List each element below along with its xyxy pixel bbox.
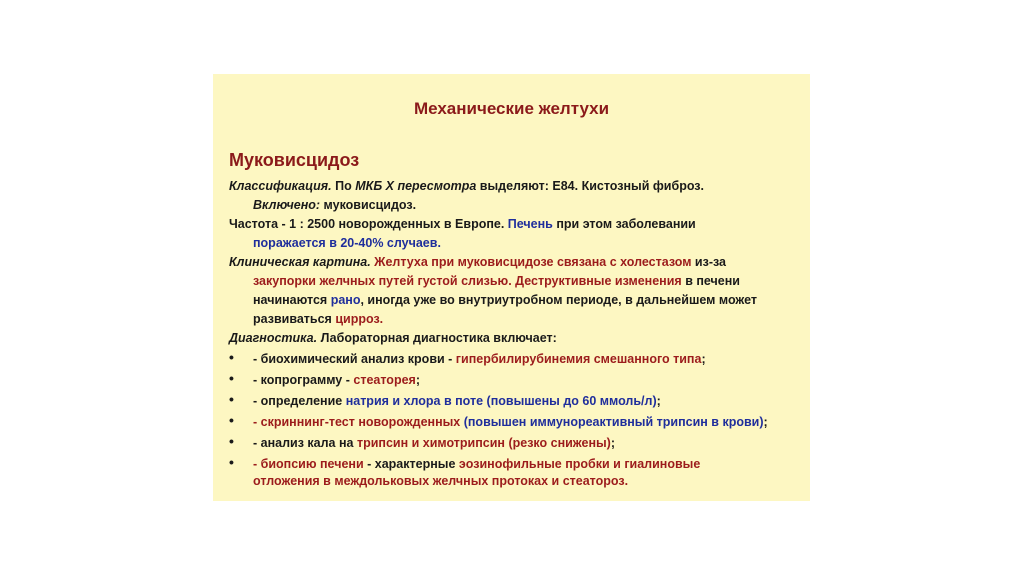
bullet-icon: • bbox=[229, 454, 234, 470]
clinical-line2 bbox=[229, 273, 799, 290]
classification-text2: выделяют: Е84. Кистозный фиброз. bbox=[476, 179, 704, 193]
clinical-text2: в печени bbox=[681, 274, 740, 288]
clinical-red1: Желтуха при муковисцидозе связана с холестазом bbox=[370, 255, 692, 269]
clinical-text1: из-за bbox=[691, 255, 726, 269]
clinical-cirrhosis: цирроз. bbox=[335, 312, 384, 326]
list-item bbox=[229, 456, 799, 490]
slide-title: Механические желтухи bbox=[413, 99, 610, 118]
bullet-text-b: - характерные bbox=[363, 457, 459, 471]
bullet-icon: • bbox=[229, 391, 234, 407]
bullet-text-a: - анализ кала на bbox=[253, 436, 357, 450]
classification-label: Классификация. bbox=[229, 179, 332, 193]
list-item bbox=[229, 435, 799, 452]
bullet-text-d: отложения в междольковых желчных протоках и стеатороз. bbox=[253, 474, 629, 488]
diagnostics-paragraph bbox=[229, 330, 799, 347]
bullet-icon: • bbox=[229, 433, 234, 449]
classification-paragraph bbox=[229, 178, 799, 195]
clinical-line3 bbox=[229, 292, 799, 309]
list-item bbox=[229, 393, 799, 410]
bullet-icon: • bbox=[229, 349, 234, 365]
list-item bbox=[229, 351, 799, 368]
frequency-liver: Печень bbox=[507, 217, 553, 231]
clinical-early: рано bbox=[330, 293, 361, 307]
bullet-text-a: - биохимический анализ крови - bbox=[253, 352, 456, 366]
included-label: Включено: bbox=[253, 198, 321, 212]
bullet-text-b: натрия и хлора в поте (повышены до 60 ммоль/л) bbox=[345, 394, 657, 408]
classification-mkb: МКБ X пересмотра bbox=[355, 179, 477, 193]
bullet-text-b: трипсин и химотрипсин (резко снижены) bbox=[356, 436, 611, 450]
clinical-label: Клиническая картина. bbox=[229, 255, 371, 269]
frequency-affected bbox=[229, 235, 799, 252]
bullet-text-a: - биопсию печени bbox=[253, 457, 364, 471]
frequency-text2: при этом заболевании bbox=[552, 217, 696, 231]
list-item bbox=[229, 372, 799, 389]
bullet-text-a: - определение bbox=[253, 394, 346, 408]
clinical-text3: начинаются bbox=[253, 293, 331, 307]
bullet-icon: • bbox=[229, 412, 234, 428]
bullet-text-c: ; bbox=[415, 373, 420, 387]
clinical-text5: развиваться bbox=[253, 312, 336, 326]
clinical-paragraph bbox=[229, 254, 799, 271]
bullet-text-a: - скриннинг-тест новорожденных bbox=[253, 415, 461, 429]
bullet-text-c: ; bbox=[701, 352, 706, 366]
included-text: муковисцидоз. bbox=[320, 198, 417, 212]
diagnostics-text: Лабораторная диагностика включает: bbox=[317, 331, 557, 345]
classification-text1: По bbox=[331, 179, 356, 193]
bullet-text-b: гипербилирубинемия смешанного типа bbox=[455, 352, 702, 366]
slide bbox=[213, 74, 810, 501]
bullet-text-c: эозинофильные пробки и гиалиновые bbox=[458, 457, 701, 471]
clinical-red2: закупорки желчных путей густой слизью. bbox=[253, 274, 512, 288]
frequency-paragraph bbox=[229, 216, 799, 233]
bullet-text-a: - копрограмму - bbox=[253, 373, 354, 387]
bullet-text-b: стеаторея bbox=[353, 373, 416, 387]
slide-subtitle: Муковисцидоз bbox=[229, 150, 360, 170]
clinical-text4: , иногда уже во внутриутробном периоде, в дальнейшем может bbox=[360, 293, 758, 307]
bullet-text-c: ; bbox=[610, 436, 616, 450]
diagnostics-label: Диагностика. bbox=[229, 331, 318, 345]
bullet-text-c: ; bbox=[763, 415, 768, 429]
clinical-red3: Деструктивные изменения bbox=[511, 274, 682, 288]
slide-body bbox=[229, 178, 799, 494]
clinical-line4 bbox=[229, 311, 799, 328]
frequency-text1: Частота - 1 : 2500 новорожденных в Европе. bbox=[229, 217, 508, 231]
list-item bbox=[229, 414, 799, 431]
bullet-text-c: ; bbox=[656, 394, 661, 408]
frequency-affected-text: поражается в 20-40% случаев. bbox=[253, 236, 441, 250]
bullet-icon: • bbox=[229, 370, 234, 386]
bullet-text-b: (повышен иммунореактивный трипсин в крови) bbox=[460, 415, 764, 429]
classification-included bbox=[229, 197, 799, 214]
